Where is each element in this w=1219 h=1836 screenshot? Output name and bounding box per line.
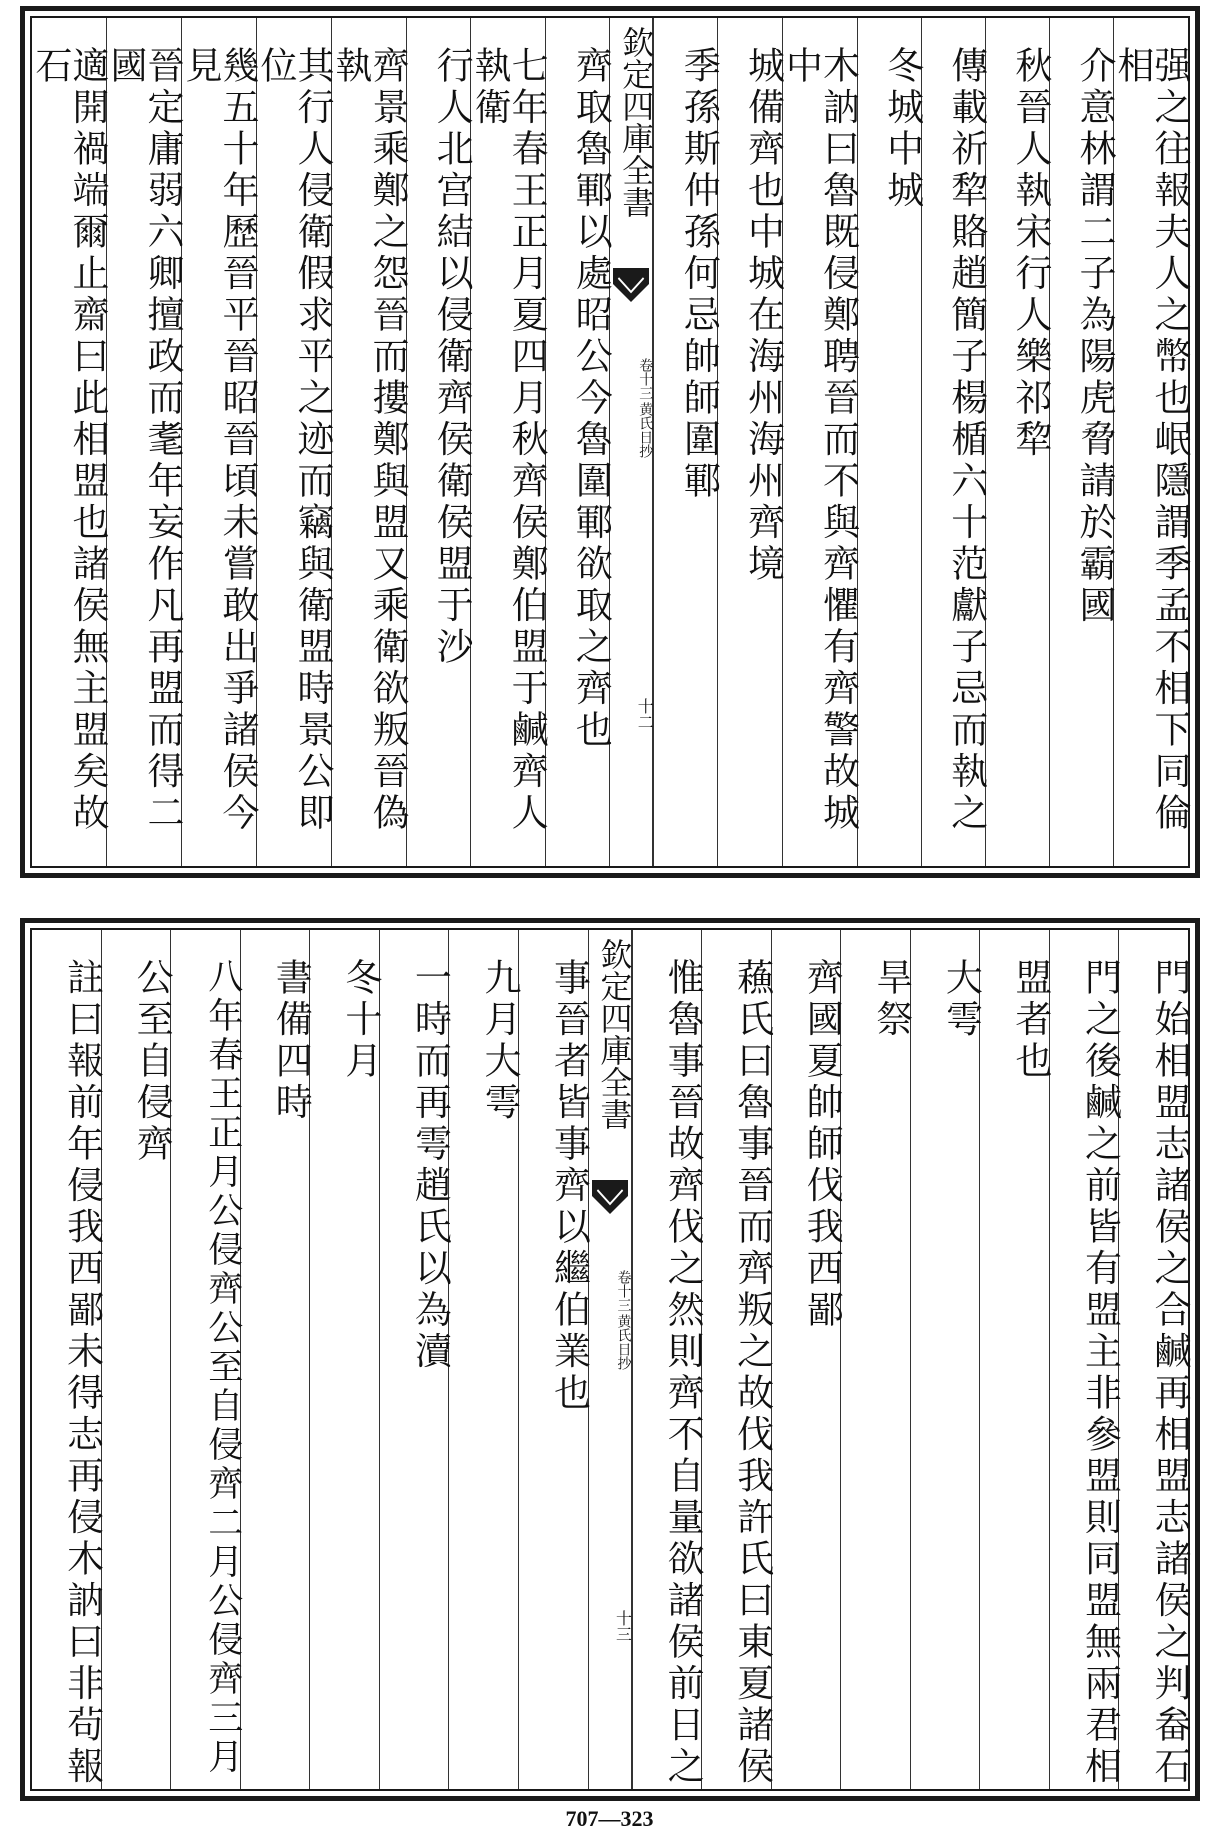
text-column: 大雩 [910,930,980,1789]
book-spine [609,18,656,866]
text-column: 惟魯事晉故齊伐之然則齊不自量欲諸侯前日之 [632,930,702,1789]
lower-page-frame [30,928,1190,1791]
text-column: 齊國夏帥師伐我西鄙 [771,930,841,1789]
fishtail-mark-icon [613,268,649,308]
text-column: 盟者也 [979,930,1049,1789]
spine-subtitle [610,358,652,458]
spine-volume: 卷十三 [615,1270,632,1312]
text-column: 幾五十年歷晉平晉昭晉頃未嘗敢出爭諸侯今見 [181,18,256,866]
folio-number: 十二 [635,698,655,730]
spine-title: 欽定四庫全書 [595,938,634,1130]
text-column: 齊景乘鄭之怨晉而摟鄭與盟又乘衛欲叛晉偽執 [331,18,406,866]
text-column: 季孫斯仲孫何忌帥師圍鄆 [653,18,717,866]
text-column: 八年春王正月公侵齊公至自侵齊二月公侵齊三月 [170,930,240,1789]
spine-book-name: 黄氏日抄 [615,1314,632,1370]
folio-number: 十三 [613,1610,633,1642]
text-column: 城備齊也中城在海州海州齊境 [717,18,781,866]
upper-page [20,6,1200,878]
text-column: 行人北宫結以侵衛齊侯衛侯盟于沙 [406,18,470,866]
text-column: 强之往報夫人之幣也岷隱謂季孟不相下同倫相 [1113,18,1188,866]
text-column: 蘓氏曰魯事晉而齊叛之故伐我許氏曰東夏諸侯 [701,930,771,1789]
text-column: 適開禍端爾止齋曰此相盟也諸侯無主盟矣故石 [29,46,109,835]
text-column: 公至自侵齊 [101,930,171,1789]
text-column: 註曰報前年侵我西鄙未得志再侵木訥曰非茍報 [60,958,104,1788]
text-column: 秋晉人執宋行人樂祁犂 [985,18,1049,866]
text-column: 一時而再雩趙氏以為瀆 [379,930,449,1789]
fishtail-mark-icon [592,1180,628,1220]
lower-page [20,918,1200,1801]
text-column: 旱祭 [840,930,910,1789]
text-column: 傳載祈犂賂趙簡子楊楯六十范獻子忌而執之 [921,18,985,866]
text-column: 木訥曰魯既侵鄭聘晉而不與齊懼有齊警故城中 [782,18,857,866]
text-column: 書備四時 [240,930,310,1789]
text-column: 九月大雩 [448,930,518,1789]
text-column: 門始相盟志諸侯之合鹹再相盟志諸侯之判畚石 [1118,930,1188,1789]
spine-book-name: 黄氏日抄 [637,402,654,458]
text-column: 冬城中城 [857,18,921,866]
spine-volume: 卷十三 [637,358,654,400]
text-column: 齊取魯鄆以處昭公今魯圍鄆欲取之齊也 [545,18,609,866]
spine-title: 欽定四庫全書 [617,26,656,218]
text-column: 冬十月 [309,930,379,1789]
text-column: 晉定庸弱六卿擅政而耄年妄作凡再盟而得二國 [106,18,181,866]
book-spine [588,930,632,1789]
text-column: 門之後鹹之前皆有盟主非參盟則同盟無兩君相 [1049,930,1119,1789]
text-column: 其行人侵衛假求平之迹而竊與衛盟時景公即位 [256,18,331,866]
spine-subtitle [589,1270,631,1370]
text-column: 七年春王正月夏四月秋齊侯鄭伯盟于鹹齊人執衛 [470,18,545,866]
text-column: 介意林謂二子為陽虎脅請於霸國 [1049,18,1113,866]
page-reference-number: 707—323 [565,1806,654,1831]
text-column: 事晉者皆事齊以繼伯業也 [518,930,588,1789]
upper-page-frame [30,16,1190,868]
